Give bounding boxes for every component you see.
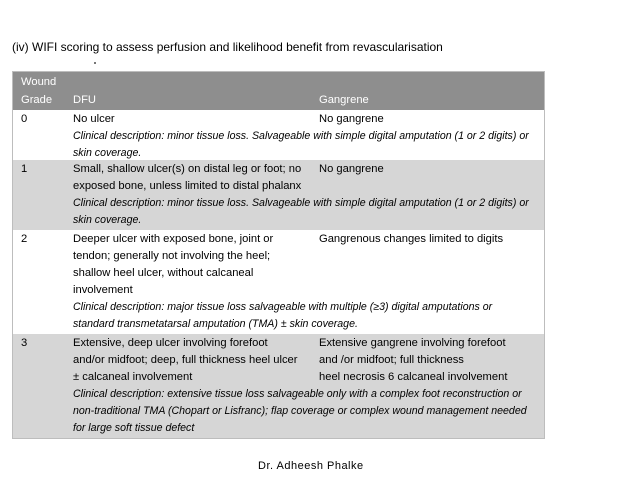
description-line: Clinical description: extensive tissue loss salvageable only with a complex foot reconstruction or	[73, 388, 522, 400]
header-gangrene: Gangrene	[319, 94, 369, 106]
clinical-description	[73, 195, 541, 229]
grade-cell: 3	[21, 337, 28, 349]
stray-dot	[94, 62, 96, 64]
description-line: standard transmetatarsal amputation (TMA) ± skin coverage.	[73, 318, 358, 330]
dfu-line: exposed bone, unless limited to distal phalanx	[73, 180, 302, 192]
gangrene-line: Extensive gangrene involving forefoot	[319, 337, 506, 349]
description-line: Clinical description: minor tissue loss. Salvageable with simple digital amputation (1 or 2 digits) or	[73, 197, 529, 209]
table-row-grade-0	[13, 110, 544, 160]
description-line: for large soft tissue defect	[73, 422, 195, 434]
dfu-cell	[73, 111, 313, 128]
author-footer: Dr. Adheesh Phalke	[258, 460, 364, 472]
header-grade: Grade	[21, 94, 53, 106]
gangrene-line: No gangrene	[319, 113, 384, 125]
table-row-grade-3	[13, 334, 544, 438]
table-row-grade-1	[13, 160, 544, 230]
gangrene-line: Gangrenous changes limited to digits	[319, 233, 504, 245]
gangrene-line: heel necrosis 6 calcaneal involvement	[319, 371, 508, 383]
dfu-line: Deeper ulcer with exposed bone, joint or	[73, 233, 274, 245]
dfu-cell	[73, 231, 313, 299]
clinical-description	[73, 299, 541, 333]
header-dfu: DFU	[73, 94, 96, 106]
gangrene-cell	[319, 335, 539, 386]
gangrene-cell	[319, 161, 539, 178]
description-line: Clinical description: minor tissue loss. Salvageable with simple digital amputation (1 or 2 digits) or	[73, 130, 529, 142]
clinical-description	[73, 128, 541, 162]
table-header	[13, 72, 544, 110]
wifi-wound-table	[12, 71, 545, 439]
description-line: Clinical description: major tissue loss salvageable with multiple (≥3) digital amputations or	[73, 301, 493, 313]
gangrene-line: No gangrene	[319, 163, 384, 175]
description-line: skin coverage.	[73, 214, 142, 226]
grade-cell: 2	[21, 233, 28, 245]
header-wound: Wound	[21, 76, 57, 88]
dfu-line: involvement	[73, 284, 133, 296]
description-line: non-traditional TMA (Chopart or Lisfranc); flap coverage or complex wound management needed	[73, 405, 527, 417]
dfu-line: Small, shallow ulcer(s) on distal leg or foot; no	[73, 163, 302, 175]
table-row-grade-2	[13, 230, 544, 334]
description-line: skin coverage.	[73, 147, 142, 159]
dfu-line: and/or midfoot; deep, full thickness heel ulcer	[73, 354, 298, 366]
grade-cell: 0	[21, 113, 28, 125]
dfu-line: tendon; generally not involving the heel;	[73, 250, 271, 262]
dfu-line: ± calcaneal involvement	[73, 371, 193, 383]
dfu-cell	[73, 161, 313, 195]
gangrene-line: and /or midfoot; full thickness	[319, 354, 464, 366]
clinical-description	[73, 386, 541, 437]
dfu-line: shallow heel ulcer, without calcaneal	[73, 267, 254, 279]
dfu-cell	[73, 335, 313, 386]
dfu-line: Extensive, deep ulcer involving forefoot	[73, 337, 268, 349]
dfu-line: No ulcer	[73, 113, 115, 125]
gangrene-cell	[319, 231, 539, 248]
grade-cell: 1	[21, 163, 28, 175]
gangrene-cell	[319, 111, 539, 128]
page-heading: (iv) WIFI scoring to assess perfusion and likelihood benefit from revascularisation	[12, 40, 443, 54]
